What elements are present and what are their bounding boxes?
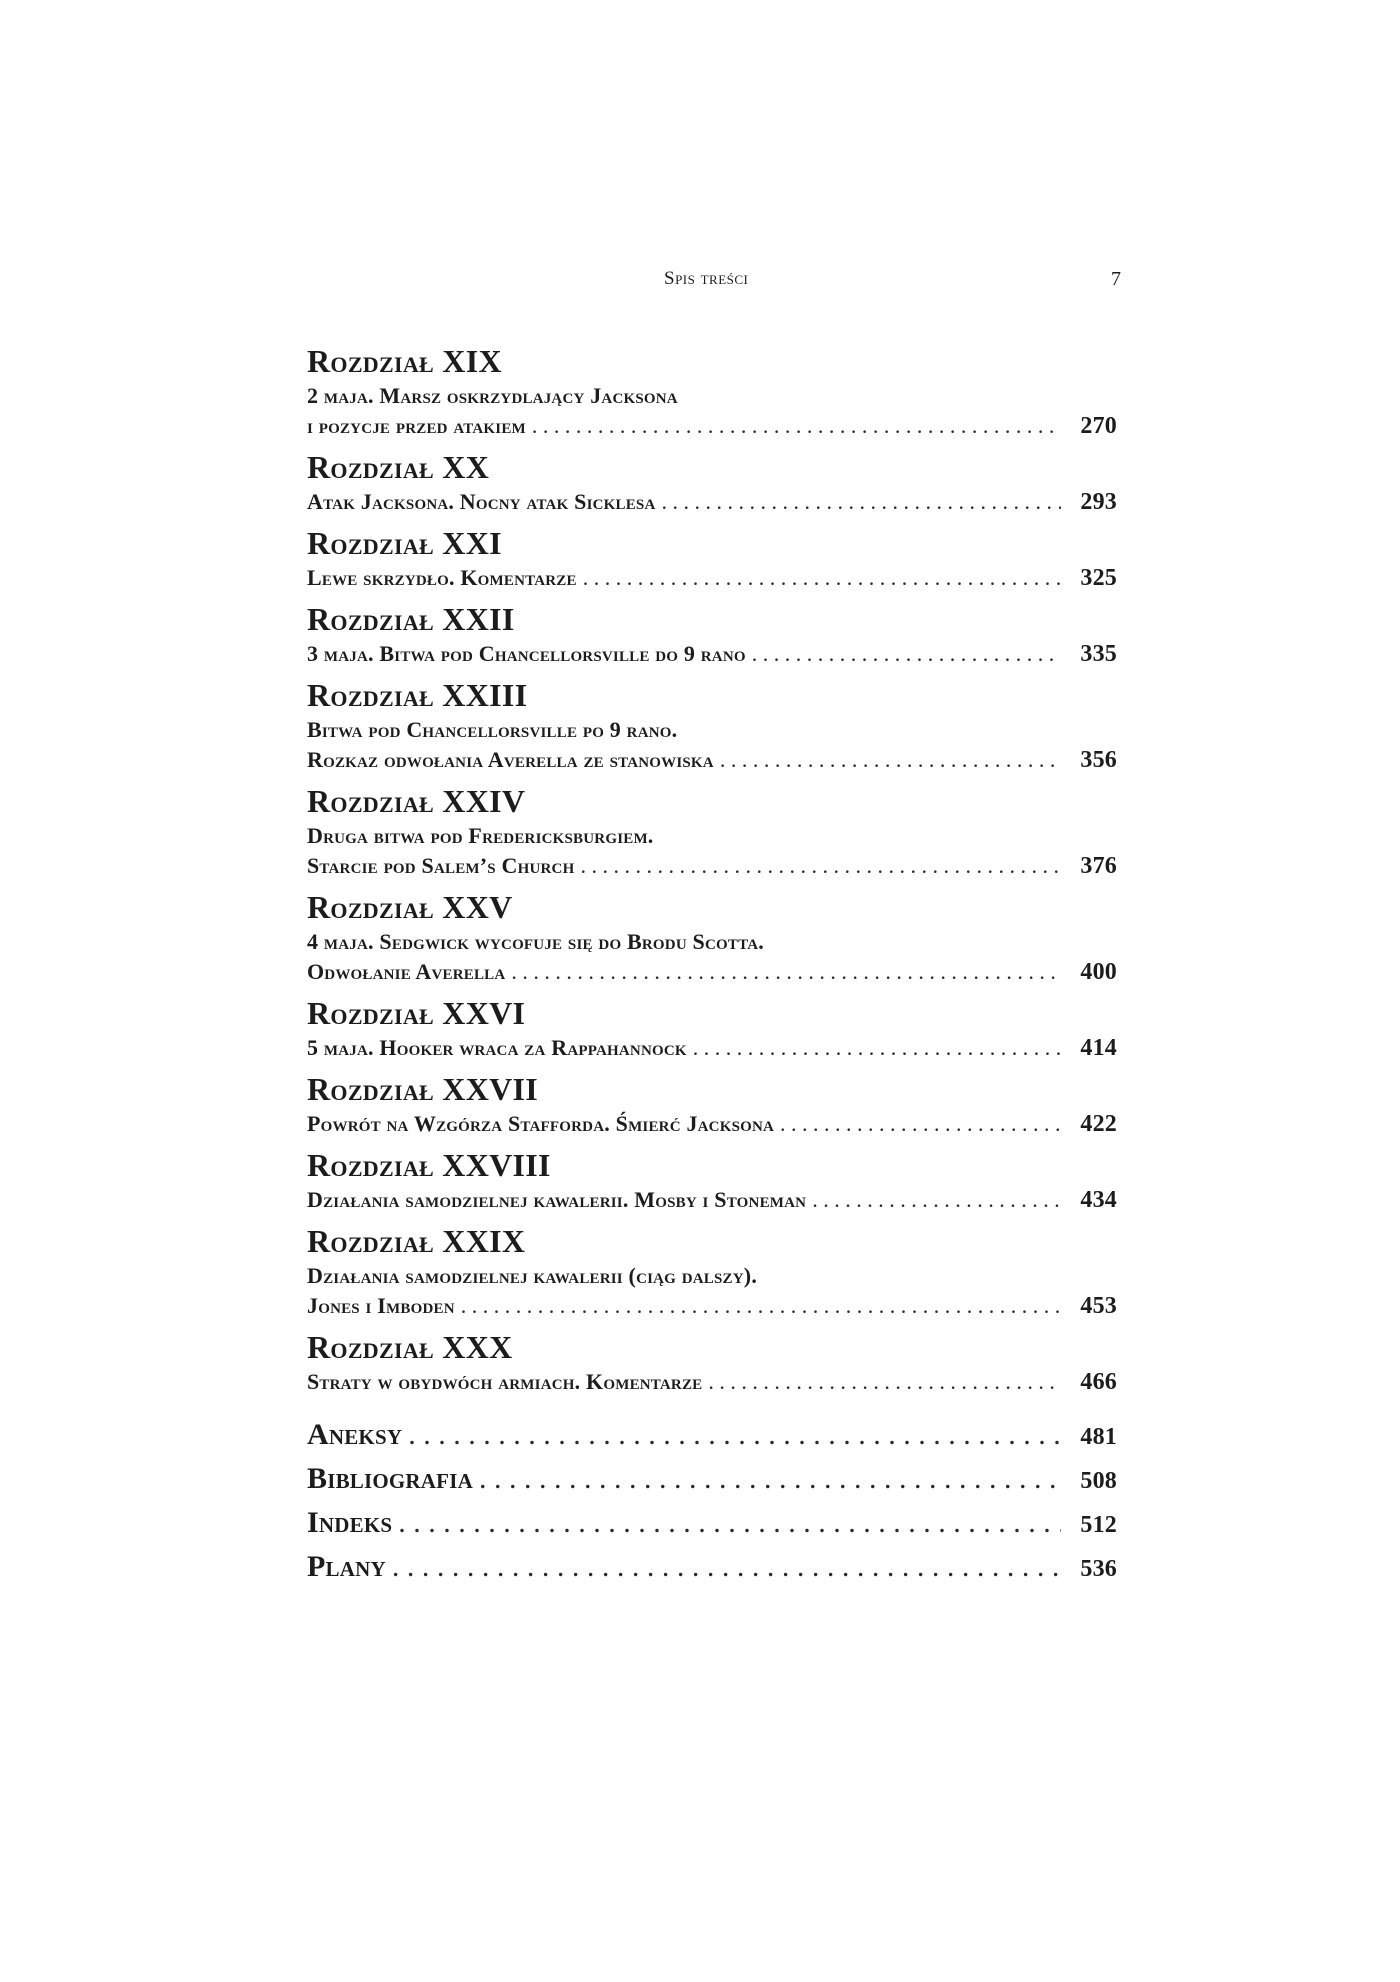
dot-leader	[752, 639, 1061, 669]
chapter-page-number: 270	[1080, 413, 1117, 439]
chapter-title-text: Odwołanie Averella	[307, 959, 506, 984]
back-matter-page-number: 536	[1080, 1556, 1117, 1582]
dot-leader	[511, 957, 1061, 987]
toc-entry-chapter-21	[307, 525, 1117, 593]
dot-leader	[408, 1413, 1061, 1457]
toc-entry-bibliografia	[307, 1457, 1117, 1501]
chapter-title-text: 5 maja. Hooker wraca za Rappahannock	[307, 1035, 687, 1060]
dot-leader	[708, 1367, 1061, 1397]
chapter-title-text: Lewe skrzydło. Komentarze	[307, 565, 577, 590]
dot-leader	[398, 1501, 1061, 1545]
dot-leader	[662, 487, 1061, 517]
back-matter-page-number: 512	[1080, 1512, 1117, 1538]
dot-leader	[580, 851, 1061, 881]
chapter-page-number: 466	[1080, 1369, 1117, 1395]
dot-leader	[693, 1033, 1061, 1063]
back-matter-page-number: 481	[1080, 1424, 1117, 1450]
chapter-title-line	[307, 563, 1117, 593]
toc-entry-chapter-30	[307, 1329, 1117, 1397]
back-matter-title: Bibliografia	[307, 1462, 473, 1495]
chapter-heading: Rozdział XIX	[307, 343, 502, 379]
back-matter-list	[307, 1413, 1117, 1589]
chapter-title-line	[307, 957, 1117, 987]
chapter-page-number: 293	[1080, 489, 1117, 515]
running-head	[0, 268, 1400, 300]
dot-leader	[392, 1545, 1061, 1589]
chapter-heading: Rozdział XXV	[307, 889, 513, 925]
chapter-title-line	[307, 1033, 1117, 1063]
chapter-title-text: 3 maja. Bitwa pod Chancellorsville do 9 rano	[307, 641, 746, 666]
chapter-title-text: i pozycje przed atakiem	[307, 413, 526, 438]
back-matter-title: Indeks	[307, 1506, 393, 1539]
chapter-heading: Rozdział XXVII	[307, 1071, 539, 1107]
chapter-title-text: Jones i Imboden	[307, 1293, 455, 1318]
toc-entry-chapter-28	[307, 1147, 1117, 1215]
chapter-heading: Rozdział XXVIII	[307, 1147, 551, 1183]
toc-entry-chapter-19	[307, 343, 1117, 441]
toc-entry-chapter-24	[307, 783, 1117, 881]
toc-entry-chapter-25	[307, 889, 1117, 987]
chapter-heading: Rozdział XXX	[307, 1329, 513, 1365]
chapter-title-line	[307, 487, 1117, 517]
chapter-title-line: 2 maja. Marsz oskrzydlający Jacksona	[307, 383, 678, 408]
dot-leader	[532, 411, 1061, 441]
chapter-page-number: 325	[1080, 565, 1117, 591]
chapter-title-text: Działania samodzielnej kawalerii. Mosby i Stoneman	[307, 1187, 807, 1212]
toc-entry-indeks	[307, 1501, 1117, 1545]
toc-entry-chapter-27	[307, 1071, 1117, 1139]
chapter-heading: Rozdział XXVI	[307, 995, 526, 1031]
chapter-title-line: Bitwa pod Chancellorsville po 9 rano.	[307, 717, 678, 742]
chapter-heading: Rozdział XXIII	[307, 677, 528, 713]
back-matter-line	[307, 1545, 1117, 1589]
chapter-title-line	[307, 1291, 1117, 1321]
chapter-title-text: Powrót na Wzgórza Stafforda. Śmierć Jacksona	[307, 1111, 775, 1136]
toc-entry-aneksy	[307, 1413, 1117, 1457]
chapter-title-text: Straty w obydwóch armiach. Komentarze	[307, 1369, 703, 1394]
chapter-title-line	[307, 745, 1117, 775]
chapter-title-line	[307, 639, 1117, 669]
toc-entry-chapter-26	[307, 995, 1117, 1063]
dot-leader	[479, 1457, 1061, 1501]
table-of-contents	[307, 343, 1117, 1589]
page-number: 7	[1111, 268, 1121, 290]
chapter-page-number: 434	[1080, 1187, 1117, 1213]
chapter-title-line: Działania samodzielnej kawalerii (ciąg dalszy).	[307, 1263, 758, 1288]
chapter-heading: Rozdział XXII	[307, 601, 515, 637]
chapter-heading: Rozdział XXIX	[307, 1223, 526, 1259]
toc-entry-plany	[307, 1545, 1117, 1589]
chapter-page-number: 400	[1080, 959, 1117, 985]
back-matter-line	[307, 1457, 1117, 1501]
dot-leader	[461, 1291, 1061, 1321]
back-matter-line	[307, 1501, 1117, 1545]
chapter-title-text: Rozkaz odwołania Averella ze stanowiska	[307, 747, 714, 772]
back-matter-page-number: 508	[1080, 1468, 1117, 1494]
toc-entry-chapter-29	[307, 1223, 1117, 1321]
chapter-page-number: 335	[1080, 641, 1117, 667]
chapter-title-line	[307, 851, 1117, 881]
toc-entry-chapter-22	[307, 601, 1117, 669]
chapter-page-number: 453	[1080, 1293, 1117, 1319]
chapter-title-line	[307, 1109, 1117, 1139]
chapter-title-line: 4 maja. Sedgwick wycofuje się do Brodu Scotta.	[307, 929, 764, 954]
chapter-page-number: 356	[1080, 747, 1117, 773]
chapter-page-number: 414	[1080, 1035, 1117, 1061]
chapter-heading: Rozdział XXI	[307, 525, 502, 561]
running-title: Spis treści	[664, 268, 749, 289]
chapter-title-text: Atak Jacksona. Nocny atak Sicklesa	[307, 489, 656, 514]
chapter-heading: Rozdział XXIV	[307, 783, 526, 819]
dot-leader	[583, 563, 1061, 593]
toc-entry-chapter-23	[307, 677, 1117, 775]
chapter-title-line	[307, 1367, 1117, 1397]
back-matter-title: Aneksy	[307, 1418, 403, 1451]
back-matter-title: Plany	[307, 1550, 386, 1583]
dot-leader	[780, 1109, 1061, 1139]
chapter-title-line	[307, 1185, 1117, 1215]
dot-leader	[812, 1185, 1061, 1215]
back-matter-line	[307, 1413, 1117, 1457]
toc-entry-chapter-20	[307, 449, 1117, 517]
chapter-page-number: 376	[1080, 853, 1117, 879]
chapter-title-text: Starcie pod Salem’s Church	[307, 853, 575, 878]
chapter-heading: Rozdział XX	[307, 449, 490, 485]
chapter-page-number: 422	[1080, 1111, 1117, 1137]
chapter-title-line	[307, 411, 1117, 441]
chapter-title-line: Druga bitwa pod Fredericksburgiem.	[307, 823, 654, 848]
dot-leader	[720, 745, 1061, 775]
